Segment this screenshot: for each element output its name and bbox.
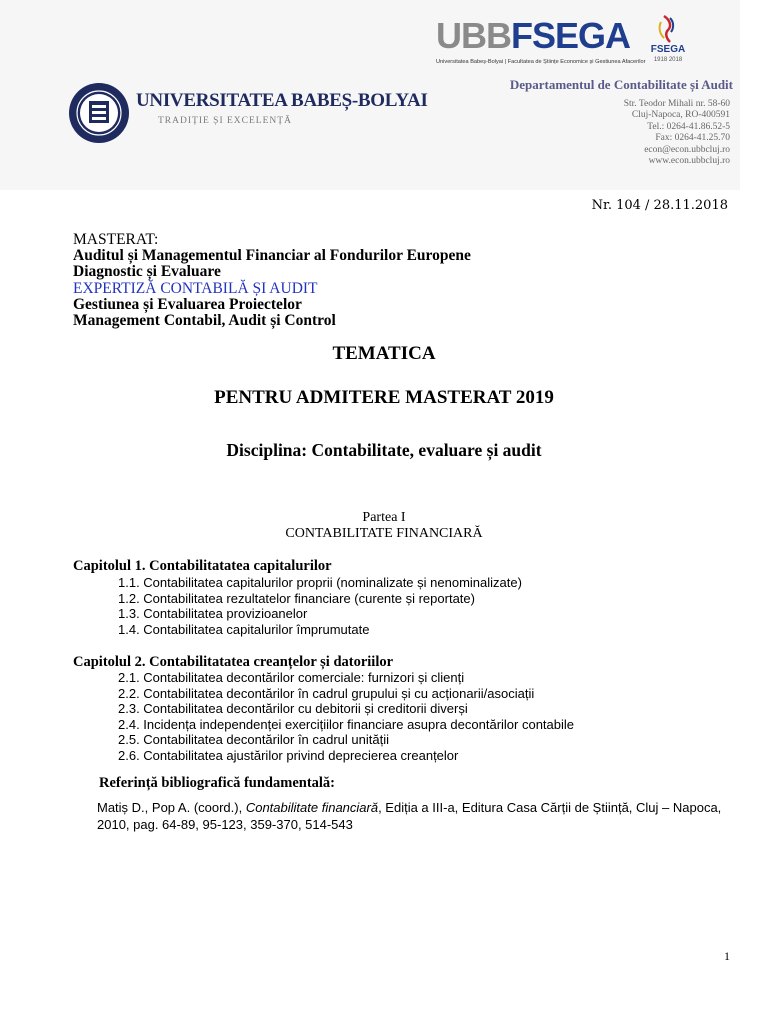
- reference-text: [97, 799, 737, 833]
- chapter-1-items: [118, 575, 522, 637]
- contact-fax: Fax: 0264-41.25.70: [655, 133, 730, 144]
- faculty-logo: [436, 14, 696, 76]
- chapter-1-title: Capitolul 1. Contabilitatatea capitalurilor: [73, 558, 332, 574]
- university-seal-icon: [68, 82, 130, 144]
- faculty-subtitle: Universitatea Babeș-Bolyai | Facultatea de Științe Economice și Gestiunea Afacerilor: [436, 59, 646, 65]
- reference-heading: Referință bibliografică fundamentală:: [99, 775, 336, 791]
- list-item: 2.5. Contabilitatea decontărilor în cadrul unității: [118, 732, 389, 748]
- program-item: Gestiunea și Evaluarea Proiectelor: [73, 295, 302, 313]
- program-item-highlighted: EXPERTIZĂ CONTABILĂ ȘI AUDIT: [73, 279, 318, 297]
- list-item: 1.1. Contabilitatea capitalurilor proprii (nominalizate și nenominalizate): [118, 575, 522, 590]
- faculty-emblem-years: 1918 2018: [653, 57, 683, 63]
- list-item: 2.6. Contabilitatea ajustărilor privind deprecierea creanțelor: [118, 747, 459, 763]
- reference-book-title: Contabilitate financiară: [245, 800, 379, 815]
- faculty-emblem: [640, 14, 696, 74]
- part-name: CONTABILITATE FINANCIARĂ: [285, 526, 483, 541]
- title-disciplina: Disciplina: Contabilitate, evaluare și audit: [226, 440, 542, 460]
- list-item: 1.4. Contabilitatea capitalurilor împrumutate: [118, 621, 370, 637]
- program-item: Auditul și Managementul Financiar al Fondurilor Europene: [73, 247, 471, 265]
- contact-block: [624, 99, 730, 167]
- list-item: 2.3. Contabilitatea decontărilor cu debitorii și creditorii diverși: [118, 701, 468, 717]
- university-logo: [68, 82, 428, 146]
- list-item: 1.2. Contabilitatea rezultatelor financiare (curente și reportate): [118, 590, 475, 606]
- contact-website: www.econ.ubbcluj.ro: [648, 156, 730, 167]
- list-item: 2.2. Contabilitatea decontărilor în cadrul grupului și cu acționarii/asociații: [118, 685, 535, 701]
- title-tematica: TEMATICA: [332, 343, 436, 364]
- page-number: 1: [724, 949, 730, 963]
- document-number: Nr. 104 / 28.11.2018: [591, 198, 728, 213]
- faculty-emblem-icon: [640, 14, 696, 44]
- department-name: Departamentul de Contabilitate și Audit: [509, 77, 733, 92]
- chapter-2-title: Capitolul 2. Contabilitatatea creanțelor și datoriilor: [73, 654, 394, 670]
- masterat-label: MASTERAT:: [73, 231, 159, 248]
- program-item: Management Contabil, Audit și Control: [73, 312, 336, 330]
- masterat-programs: [73, 232, 471, 329]
- program-item: Diagnostic și Evaluare: [73, 263, 221, 281]
- title-admitere: PENTRU ADMITERE MASTERAT 2019: [214, 387, 554, 408]
- faculty-logo-fsega: FSEGA: [511, 15, 631, 56]
- part-label: Partea I: [362, 510, 406, 525]
- list-item: 2.4. Incidența independenței exercițiilor financiare asupra decontărilor contabile: [118, 716, 575, 732]
- list-item: 1.3. Contabilitatea provizioanelor: [118, 606, 308, 622]
- chapter-2-items: [118, 670, 574, 764]
- reference-details: , Ediția a III-a, Editura Casa Cărții de Știință, Cluj – Napoca, 2010, pag. 64-89, 95-123, 359-370, 514-543: [97, 800, 722, 832]
- reference-authors: Matiș D., Pop A. (coord.),: [97, 800, 246, 815]
- contact-address: Str. Teodor Mihali nr. 58-60: [623, 99, 730, 109]
- faculty-emblem-label: FSEGA: [650, 44, 686, 55]
- university-name: UNIVERSITATEA BABEȘ-BOLYAI: [136, 90, 428, 111]
- list-item: 2.1. Contabilitatea decontărilor comerciale: furnizori și clienți: [118, 670, 465, 685]
- contact-city: Cluj-Napoca, RO-400591: [631, 110, 730, 121]
- contact-phone: Tel.: 0264-41.86.52-5: [647, 121, 730, 132]
- university-motto: TRADIȚIE ȘI EXCELENȚĂ: [158, 116, 292, 126]
- faculty-logo-ubb: UBB: [436, 15, 511, 56]
- contact-email: econ@econ.ubbcluj.ro: [644, 144, 730, 155]
